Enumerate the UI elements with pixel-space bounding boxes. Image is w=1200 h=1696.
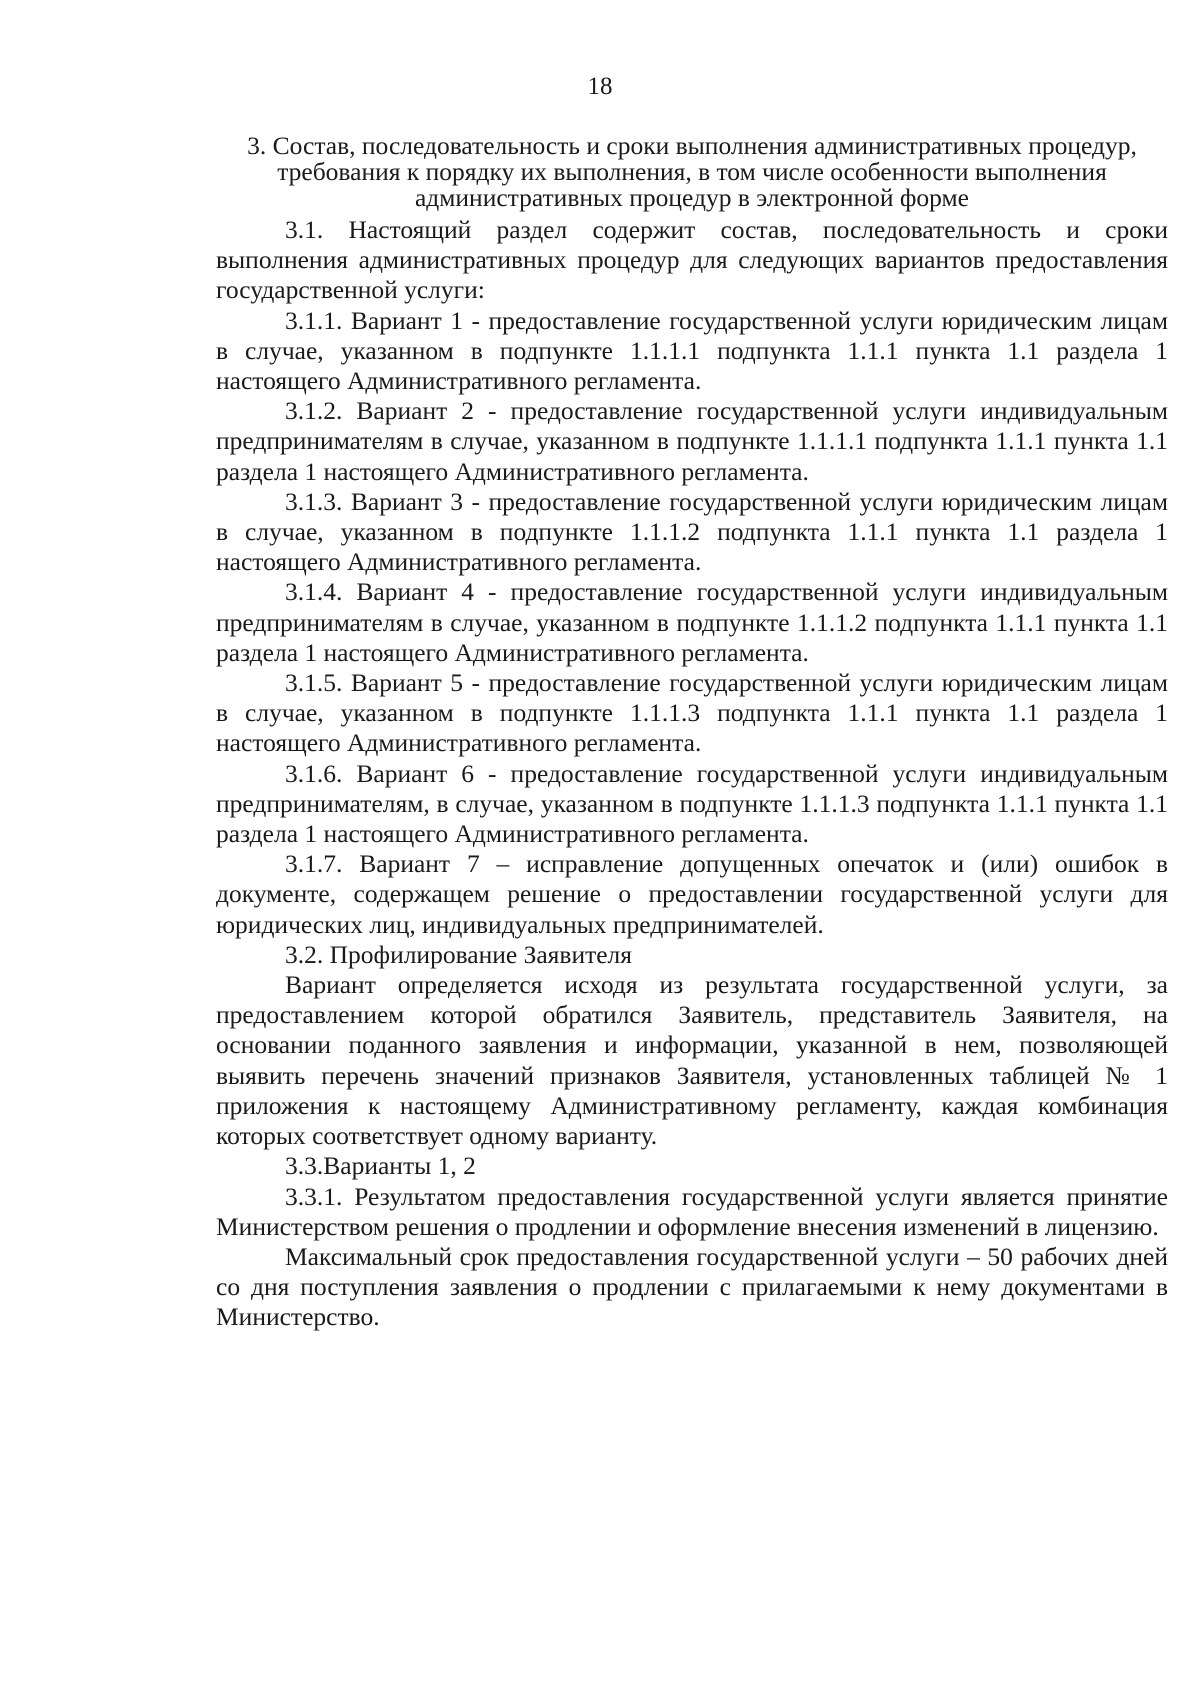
paragraph-profiling-text: Вариант определяется исходя из результата государственной услуги, за предоставлением которой обратился Заявитель, представитель Заявителя, на основании поданного заявления и информации, указанной в нем, позволяющей выявить перечень значений признаков Заявителя, установленных таблицей № 1 приложения к настоящему Административному регламенту, каждая комбинация которых соответствует одному варианту. (216, 970, 1168, 1151)
page-number: 18 (587, 73, 613, 100)
paragraph-3-1-1: 3.1.1. Вариант 1 - предоставление государственной услуги юридическим лицам в случае, указанном в подпункте 1.1.1.1 подпункта 1.1.1 пункта 1.1 раздела 1 настоящего Административного регламента. (216, 305, 1168, 396)
paragraph-3-3: 3.3.Варианты 1, 2 (285, 1151, 476, 1181)
paragraph-3-1-5: 3.1.5. Вариант 5 - предоставление государственной услуги юридическим лицам в случае, указанном в подпункте 1.1.1.3 подпункта 1.1.1 пункта 1.1 раздела 1 настоящего Административного регламента. (216, 668, 1168, 758)
section-heading: 3. Состав, последовательность и сроки выполнения административных процедур, требования к порядку их выполнения, в том числе особенности выполнения административных процедур в электронной форме (247, 131, 1137, 212)
document-body (216, 133, 1168, 1333)
paragraph-3-1-7: 3.1.7. Вариант 7 – исправление допущенных опечаток и (или) ошибок в документе, содержащем решение о предоставлении государственной услуги для юридических лиц, индивидуальных предпринимателей. (216, 849, 1168, 939)
paragraph-3-1-2: 3.1.2. Вариант 2 - предоставление государственной услуги индивидуальным предпринимателям в случае, указанном в подпункте 1.1.1.1 подпункта 1.1.1 пункта 1.1 раздела 1 настоящего Административного регламента. (216, 396, 1168, 486)
paragraph-max-term: Максимальный срок предоставления государственной услуги – 50 рабочих дней со дня поступления заявления о продлении с прилагаемыми к нему документами в Министерство. (216, 1241, 1168, 1332)
paragraph-3-1: 3.1. Настоящий раздел содержит состав, последовательность и сроки выполнения административных процедур для следующих вариантов предоставления государственной услуги: (216, 215, 1168, 305)
paragraph-3-3-1: 3.3.1. Результатом предоставления государственной услуги является принятие Министерством решения о продлении и оформление внесения изменений в лицензию. (216, 1181, 1168, 1241)
paragraph-3-1-4: 3.1.4. Вариант 4 - предоставление государственной услуги индивидуальным предпринимателям в случае, указанном в подпункте 1.1.1.2 подпункта 1.1.1 пункта 1.1 раздела 1 настоящего Административного регламента. (216, 577, 1168, 667)
paragraph-3-2: 3.2. Профилирование Заявителя (285, 939, 633, 969)
paragraph-3-1-3: 3.1.3. Вариант 3 - предоставление государственной услуги юридическим лицам в случае, указанном в подпункте 1.1.1.2 подпункта 1.1.1 пункта 1.1 раздела 1 настоящего Административного регламента. (216, 486, 1168, 577)
paragraph-3-1-6: 3.1.6. Вариант 6 - предоставление государственной услуги индивидуальным предпринимателям, в случае, указанном в подпункте 1.1.1.3 подпункта 1.1.1 пункта 1.1 раздела 1 настоящего Административного регламента. (216, 758, 1168, 849)
